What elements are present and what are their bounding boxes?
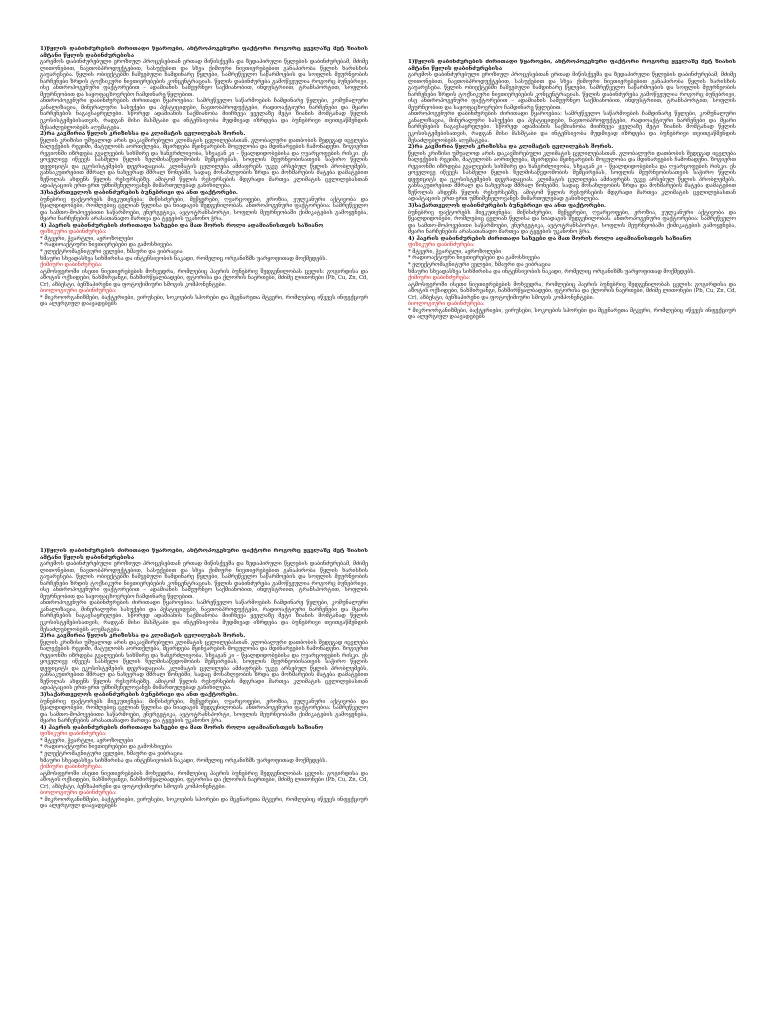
subsection-label: ქიმიური დაბინძურება: <box>408 275 471 282</box>
paragraph: გარემოს დაბინძურებული ეროზიულ პროცესებთან ერთად მიწისქვეშა და ზედაპირული წყლების დაბინძურებამ, მძიმე ლითონებით, ნავთობპროდუქტებით, სასუქებით და სხვა ქიმიური ნივთიერებებით განაპირობა წყლის ხარისხის გაუარესება. წყლის ობიექტებში ჩაშვებული ჩამდინარე წყლები, სამრეწველო საწარმოების და სოფლის მეურნეობის ნარჩენები ზრდის ტოქსიკური ნივთიერებების კონცენტრაციას. წყლის დაბინძურება გამოწვეულია როგორც ბუნებრივი, ისე ანთროპოგენური ფაქტორებით – ადამიანის სამეურნეო საქმიანობით, ინდუსტრიით, ტრანსპორტით, სოფლის მეურნეობით და საყოფაცხოვრებო ჩამდინარე წყლებით. <box>40 59 368 98</box>
paragraph: ატმოსფეროში ისეთი ნივთიერებების მოხვედრა, რომლებიც ჰაერის ბუნებრივ შედგენილობას ცვლის: გოგირდისა და აზოტის ოქსიდები, ნახშირჟანგი, ნახშირწყალბადები, ფტორისა და ქლორის ნაერთები, მძიმე ლითონები (Pb, Cu, Zn, Cd, Cr), აზბესტი, ბენზაპირენი და ფოტოქიმიური სმოგის კომპონენტები. <box>40 770 368 790</box>
paragraph: ანთროპოგენური დაბინძურების ძირითადი წყაროებია: სამრეწველო საწარმოების ჩამდინარე წყლები, კომუნალური კანალიზაცია, მინერალური სასუქები და პესტიციდები, ნავთობპროდუქტები, რადიოაქტიური ნარჩენები და მყარი ნარჩენების ნაგავსაყრელები. სწორედ ადამიანის საქმიანობა მიიჩნევა ყველაზე მეტი ზიანის მომტანად წყლის ეკოსისტემებისათვის, რადგან მისი მასშტაბი და ინტენსივობა მუდმივად იზრდება და ბუნებრივი თვითგაწმენდის შესაძლებლობებს აღემატება. <box>40 600 368 633</box>
paragraph: ანთროპოგენური დაბინძურების ძირითადი წყაროებია: სამრეწველო საწარმოების ჩამდინარე წყლები, კომუნალური კანალიზაცია, მინერალური სასუქები და პესტიციდები, ნავთობპროდუქტები, რადიოაქტიური ნარჩენები და მყარი ნარჩენების ნაგავსაყრელები. სწორედ ადამიანის საქმიანობა მიიჩნევა ყველაზე მეტი ზიანის მომტანად წყლის ეკოსისტემებისათვის, რადგან მისი მასშტაბი და ინტენსივობა მუდმივად იზრდება და ბუნებრივი თვითგაწმენდის შესაძლებლობებს აღემატება. <box>408 111 736 144</box>
section-heading: 3)საქართველოს დაბინძურების ბუნებრივი და ანთ ფაქტორები. <box>40 190 238 197</box>
subsection-label: ბიოლოგიური დაბინძურება: <box>40 790 117 797</box>
list-item: * რადიოაქტიური ნივთიერებები და გამოსხივება <box>408 255 540 262</box>
list-item: * მტვერი, ჭვარტლი, აეროზოლები <box>408 248 502 255</box>
subsection-label: ქიმიური დაბინძურება: <box>40 262 103 269</box>
section-heading: 2)რა კავშირია წყლის კრიზისსა და კლიმატის ცვლილებას შორის. <box>408 144 614 151</box>
paragraph: ანთროპოგენური დაბინძურების ძირითადი წყაროებია: სამრეწველო საწარმოების ჩამდინარე წყლები, კომუნალური კანალიზაცია, მინერალური სასუქები და პესტიციდები, ნავთობპროდუქტები, რადიოაქტიური ნარჩენები და მყარი ნარჩენების ნაგავსაყრელები. სწორედ ადამიანის საქმიანობა მიიჩნევა ყველაზე მეტი ზიანის მომტანად წყლის ეკოსისტემებისათვის, რადგან მისი მასშტაბი და ინტენსივობა მუდმივად იზრდება და ბუნებრივი თვითგაწმენდის შესაძლებლობებს აღემატება. <box>40 98 368 131</box>
paragraph: ხმაური სხვადასხვა სიხშირისა და ინტენსივობის ნაკადი, რომელიც ორგანიზმს უარყოფითად მოქმედებს. <box>40 255 328 262</box>
paragraph: ატმოსფეროში ისეთი ნივთიერებების მოხვედრა, რომლებიც ჰაერის ბუნებრივ შედგენილობას ცვლის: გოგირდისა და აზოტის ოქსიდები, ნახშირჟანგი, ნახშირწყალბადები, ფტორისა და ქლორის ნაერთები, მძიმე ლითონები (Pb, Cu, Zn, Cd, Cr), აზბესტი, ბენზაპირენი და ფოტოქიმიური სმოგის კომპონენტები. <box>408 281 736 301</box>
paragraph: გარემოს დაბინძურებული ეროზიულ პროცესებთან ერთად მიწისქვეშა და ზედაპირული წყლების დაბინძურებამ, მძიმე ლითონებით, ნავთობპროდუქტებით, სასუქებით და სხვა ქიმიური ნივთიერებებით განაპირობა წყლის ხარისხის გაუარესება. წყლის ობიექტებში ჩაშვებული ჩამდინარე წყლები, სამრეწველო საწარმოების და სოფლის მეურნეობის ნარჩენები ზრდის ტოქსიკური ნივთიერებების კონცენტრაციას. წყლის დაბინძურება გამოწვეულია როგორც ბუნებრივი, ისე ანთროპოგენური ფაქტორებით – ადამიანის სამეურნეო საქმიანობით, ინდუსტრიით, ტრანსპორტით, სოფლის მეურნეობით და საყოფაცხოვრებო ჩამდინარე წყლებით. <box>40 561 368 600</box>
section-heading: 4) ჰაერის დაბინძურების ძირითადი სახეები და მათ შორის როლი ადამიანისთვის საზიანო <box>40 724 324 731</box>
paragraph: წყლის კრიზისი უშუალოდ არის დაკავშირებული კლიმატის ცვლილებასთან. გლობალური დათბობის შედეგად იცვლება ნალექების რეჟიმი, მატულობს აორთქლება, მცირდება მყინვარების მოცულობა და მდინარეების ჩამონადენი. ზოგიერთ რეგიონში იზრდება გვალვების სიხშირე და ხანგრძლივობა, სხვაგან კი – წყალდიდობებისა და ღვარცოფების რისკი. ეს ყოველივე იწვევს სასმელი წყლის ხელმისაწვდომობის შემცირებას, სოფლის მეურნეობისათვის საჭირო წყლის დეფიციტს და ეკოსისტემების დეგრადაციას. კლიმატის ცვლილება ამძაფრებს უკვე არსებულ წყლის პრობლემებს, განსაკუთრებით მშრალ და ნახევრად მშრალ ზონებში, სადაც მოსახლეობის ზრდა და მოხმარების მატება დამატებით ზეწოლას ახდენს წყლის რესურსებზე. ამიტომ წყლის რესურსების მდგრადი მართვა კლიმატის ცვლილებასთან ადაპტაციის ერთ-ერთ უმნიშვნელოვანეს მიმართულებად განიხილება. <box>40 137 368 190</box>
list-item: * ელექტრომაგნიტური ველები, ხმაური და ვიბრაცია <box>40 248 183 255</box>
list-item: * ელექტრომაგნიტური ველები, ხმაური და ვიბრაცია <box>408 261 551 268</box>
list-item: * მიკროორგანიზმები, ბაქტერიები, ვირუსები, სოკოების სპორები და მცენარეთა მტვერი, რომლებიც იწვევს ინფექციურ და ალერგიულ დაავადებებს <box>40 294 368 308</box>
text-block-top-left <box>40 46 368 538</box>
section-heading: 3)საქართველოს დაბინძურების ბუნებრივი და ანთ ფაქტორები. <box>408 203 606 210</box>
paragraph: ხმაური სხვადასხვა სიხშირისა და ინტენსივობის ნაკადი, რომელიც ორგანიზმს უარყოფითად მოქმედებს. <box>40 757 328 764</box>
paragraph: ბუნებრივ ფაქტორებს მიეკუთვნება: მიწისძვრები, მეწყერები, ღვარცოფები, ეროზია, ვულკანური აქტივობა და წყალდიდობები, რომლებიც ცვლიან წყლისა და ნიადაგის შედგენილობას. ანთროპოგენური ფაქტორებია: სამრეწველო და სამთო-მოპოვებითი საწარმოები, ენერგეტიკა, ავტოტრანსპორტი, სოფლის მეურნეობაში ქიმიკატების გამოყენება, მყარი ნარჩენების არასათანადო მართვა და ტყეების უკანონო ჭრა. <box>40 698 368 725</box>
section-heading: 3)საქართველოს დაბინძურების ბუნებრივი და ანთ ფაქტორები. <box>40 692 238 699</box>
list-item: * მიკროორგანიზმები, ბაქტერიები, ვირუსები, სოკოების სპორები და მცენარეთა მტვერი, რომლებიც იწვევს ინფექციურ და ალერგიულ დაავადებებს <box>408 307 736 321</box>
subsection-label: ბიოლოგიური დაბინძურება: <box>40 288 117 295</box>
subsection-label: ფიზიკური დაბინძურება: <box>408 242 475 249</box>
subsection-label: ქიმიური დაბინძურება: <box>40 764 103 771</box>
paragraph: ხმაური სხვადასხვა სიხშირისა და ინტენსივობის ნაკადი, რომელიც ორგანიზმს უარყოფითად მოქმედებს. <box>408 268 696 275</box>
paragraph: ბუნებრივ ფაქტორებს მიეკუთვნება: მიწისძვრები, მეწყერები, ღვარცოფები, ეროზია, ვულკანური აქტივობა და წყალდიდობები, რომლებიც ცვლიან წყლისა და ნიადაგის შედგენილობას. ანთროპოგენური ფაქტორებია: სამრეწველო და სამთო-მოპოვებითი საწარმოები, ენერგეტიკა, ავტოტრანსპორტი, სოფლის მეურნეობაში ქიმიკატების გამოყენება, მყარი ნარჩენების არასათანადო მართვა და ტყეების უკანონო ჭრა. <box>40 196 368 223</box>
section-heading: 2)რა კავშირია წყლის კრიზისსა და კლიმატის ცვლილებას შორის. <box>40 131 246 138</box>
section-heading: 2)რა კავშირია წყლის კრიზისსა და კლიმატის ცვლილებას შორის. <box>40 633 246 640</box>
paragraph: ატმოსფეროში ისეთი ნივთიერებების მოხვედრა, რომლებიც ჰაერის ბუნებრივ შედგენილობას ცვლის: გოგირდისა და აზოტის ოქსიდები, ნახშირჟანგი, ნახშირწყალბადები, ფტორისა და ქლორის ნაერთები, მძიმე ლითონები (Pb, Cu, Zn, Cd, Cr), აზბესტი, ბენზაპირენი და ფოტოქიმიური სმოგის კომპონენტები. <box>40 268 368 288</box>
list-item: * ელექტრომაგნიტური ველები, ხმაური და ვიბრაცია <box>40 750 183 757</box>
paragraph: გარემოს დაბინძურებული ეროზიულ პროცესებთან ერთად მიწისქვეშა და ზედაპირული წყლების დაბინძურებამ, მძიმე ლითონებით, ნავთობპროდუქტებით, სასუქებით და სხვა ქიმიური ნივთიერებებით განაპირობა წყლის ხარისხის გაუარესება. წყლის ობიექტებში ჩაშვებული ჩამდინარე წყლები, სამრეწველო საწარმოების და სოფლის მეურნეობის ნარჩენები ზრდის ტოქსიკური ნივთიერებების კონცენტრაციას. წყლის დაბინძურება გამოწვეულია როგორც ბუნებრივი, ისე ანთროპოგენური ფაქტორებით – ადამიანის სამეურნეო საქმიანობით, ინდუსტრიით, ტრანსპორტით, სოფლის მეურნეობით და საყოფაცხოვრებო ჩამდინარე წყლებით. <box>408 72 736 111</box>
section-heading: 4) ჰაერის დაბინძურების ძირითადი სახეები და მათ შორის როლი ადამიანისთვის საზიანო <box>40 222 324 229</box>
subsection-label: ფიზიკური დაბინძურება: <box>40 229 107 236</box>
list-item: * მტვერი, ჭვარტლი, აეროზოლები <box>40 737 134 744</box>
paragraph: წყლის კრიზისი უშუალოდ არის დაკავშირებული კლიმატის ცვლილებასთან. გლობალური დათბობის შედეგად იცვლება ნალექების რეჟიმი, მატულობს აორთქლება, მცირდება მყინვარების მოცულობა და მდინარეების ჩამონადენი. ზოგიერთ რეგიონში იზრდება გვალვების სიხშირე და ხანგრძლივობა, სხვაგან კი – წყალდიდობებისა და ღვარცოფების რისკი. ეს ყოველივე იწვევს სასმელი წყლის ხელმისაწვდომობის შემცირებას, სოფლის მეურნეობისათვის საჭირო წყლის დეფიციტს და ეკოსისტემების დეგრადაციას. კლიმატის ცვლილება ამძაფრებს უკვე არსებულ წყლის პრობლემებს, განსაკუთრებით მშრალ და ნახევრად მშრალ ზონებში, სადაც მოსახლეობის ზრდა და მოხმარების მატება დამატებით ზეწოლას ახდენს წყლის რესურსებზე. ამიტომ წყლის რესურსების მდგრადი მართვა კლიმატის ცვლილებასთან ადაპტაციის ერთ-ერთ უმნიშვნელოვანეს მიმართულებად განიხილება. <box>40 639 368 692</box>
section-heading: 1)წყლის დაბინძურების ძირითადი წყაროები, ანტროპოგენური ფაქტორი როგორც ყველაზე მეტ ზიანის ამტანი წყლის დაბინძურებისა <box>408 59 736 72</box>
text-block-bottom-left <box>40 548 368 1020</box>
list-item: * რადიოაქტიური ნივთიერებები და გამოსხივება <box>40 242 172 249</box>
text-block-top-right <box>408 59 736 529</box>
subsection-label: ფიზიკური დაბინძურება: <box>40 731 107 738</box>
section-heading: 1)წყლის დაბინძურების ძირითადი წყაროები, ანტროპოგენური ფაქტორი როგორც ყველაზე მეტ ზიანის ამტანი წყლის დაბინძურებისა <box>40 548 368 561</box>
section-heading: 1)წყლის დაბინძურების ძირითადი წყაროები, ანტროპოგენური ფაქტორი როგორც ყველაზე მეტ ზიანის ამტანი წყლის დაბინძურებისა <box>40 46 368 59</box>
section-heading: 4) ჰაერის დაბინძურების ძირითადი სახეები და მათ შორის როლი ადამიანისთვის საზიანო <box>408 235 692 242</box>
subsection-label: ბიოლოგიური დაბინძურება: <box>408 301 485 308</box>
list-item: * მიკროორგანიზმები, ბაქტერიები, ვირუსები, სოკოების სპორები და მცენარეთა მტვერი, რომლებიც იწვევს ინფექციურ და ალერგიულ დაავადებებს <box>40 796 368 810</box>
list-item: * მტვერი, ჭვარტლი, აეროზოლები <box>40 235 134 242</box>
list-item: * რადიოაქტიური ნივთიერებები და გამოსხივება <box>40 744 172 751</box>
paragraph: ბუნებრივ ფაქტორებს მიეკუთვნება: მიწისძვრები, მეწყერები, ღვარცოფები, ეროზია, ვულკანური აქტივობა და წყალდიდობები, რომლებიც ცვლიან წყლისა და ნიადაგის შედგენილობას. ანთროპოგენური ფაქტორებია: სამრეწველო და სამთო-მოპოვებითი საწარმოები, ენერგეტიკა, ავტოტრანსპორტი, სოფლის მეურნეობაში ქიმიკატების გამოყენება, მყარი ნარჩენების არასათანადო მართვა და ტყეების უკანონო ჭრა. <box>408 209 736 236</box>
paragraph: წყლის კრიზისი უშუალოდ არის დაკავშირებული კლიმატის ცვლილებასთან. გლობალური დათბობის შედეგად იცვლება ნალექების რეჟიმი, მატულობს აორთქლება, მცირდება მყინვარების მოცულობა და მდინარეების ჩამონადენი. ზოგიერთ რეგიონში იზრდება გვალვების სიხშირე და ხანგრძლივობა, სხვაგან კი – წყალდიდობებისა და ღვარცოფების რისკი. ეს ყოველივე იწვევს სასმელი წყლის ხელმისაწვდომობის შემცირებას, სოფლის მეურნეობისათვის საჭირო წყლის დეფიციტს და ეკოსისტემების დეგრადაციას. კლიმატის ცვლილება ამძაფრებს უკვე არსებულ წყლის პრობლემებს, განსაკუთრებით მშრალ და ნახევრად მშრალ ზონებში, სადაც მოსახლეობის ზრდა და მოხმარების მატება დამატებით ზეწოლას ახდენს წყლის რესურსებზე. ამიტომ წყლის რესურსების მდგრადი მართვა კლიმატის ცვლილებასთან ადაპტაციის ერთ-ერთ უმნიშვნელოვანეს მიმართულებად განიხილება. <box>408 150 736 203</box>
